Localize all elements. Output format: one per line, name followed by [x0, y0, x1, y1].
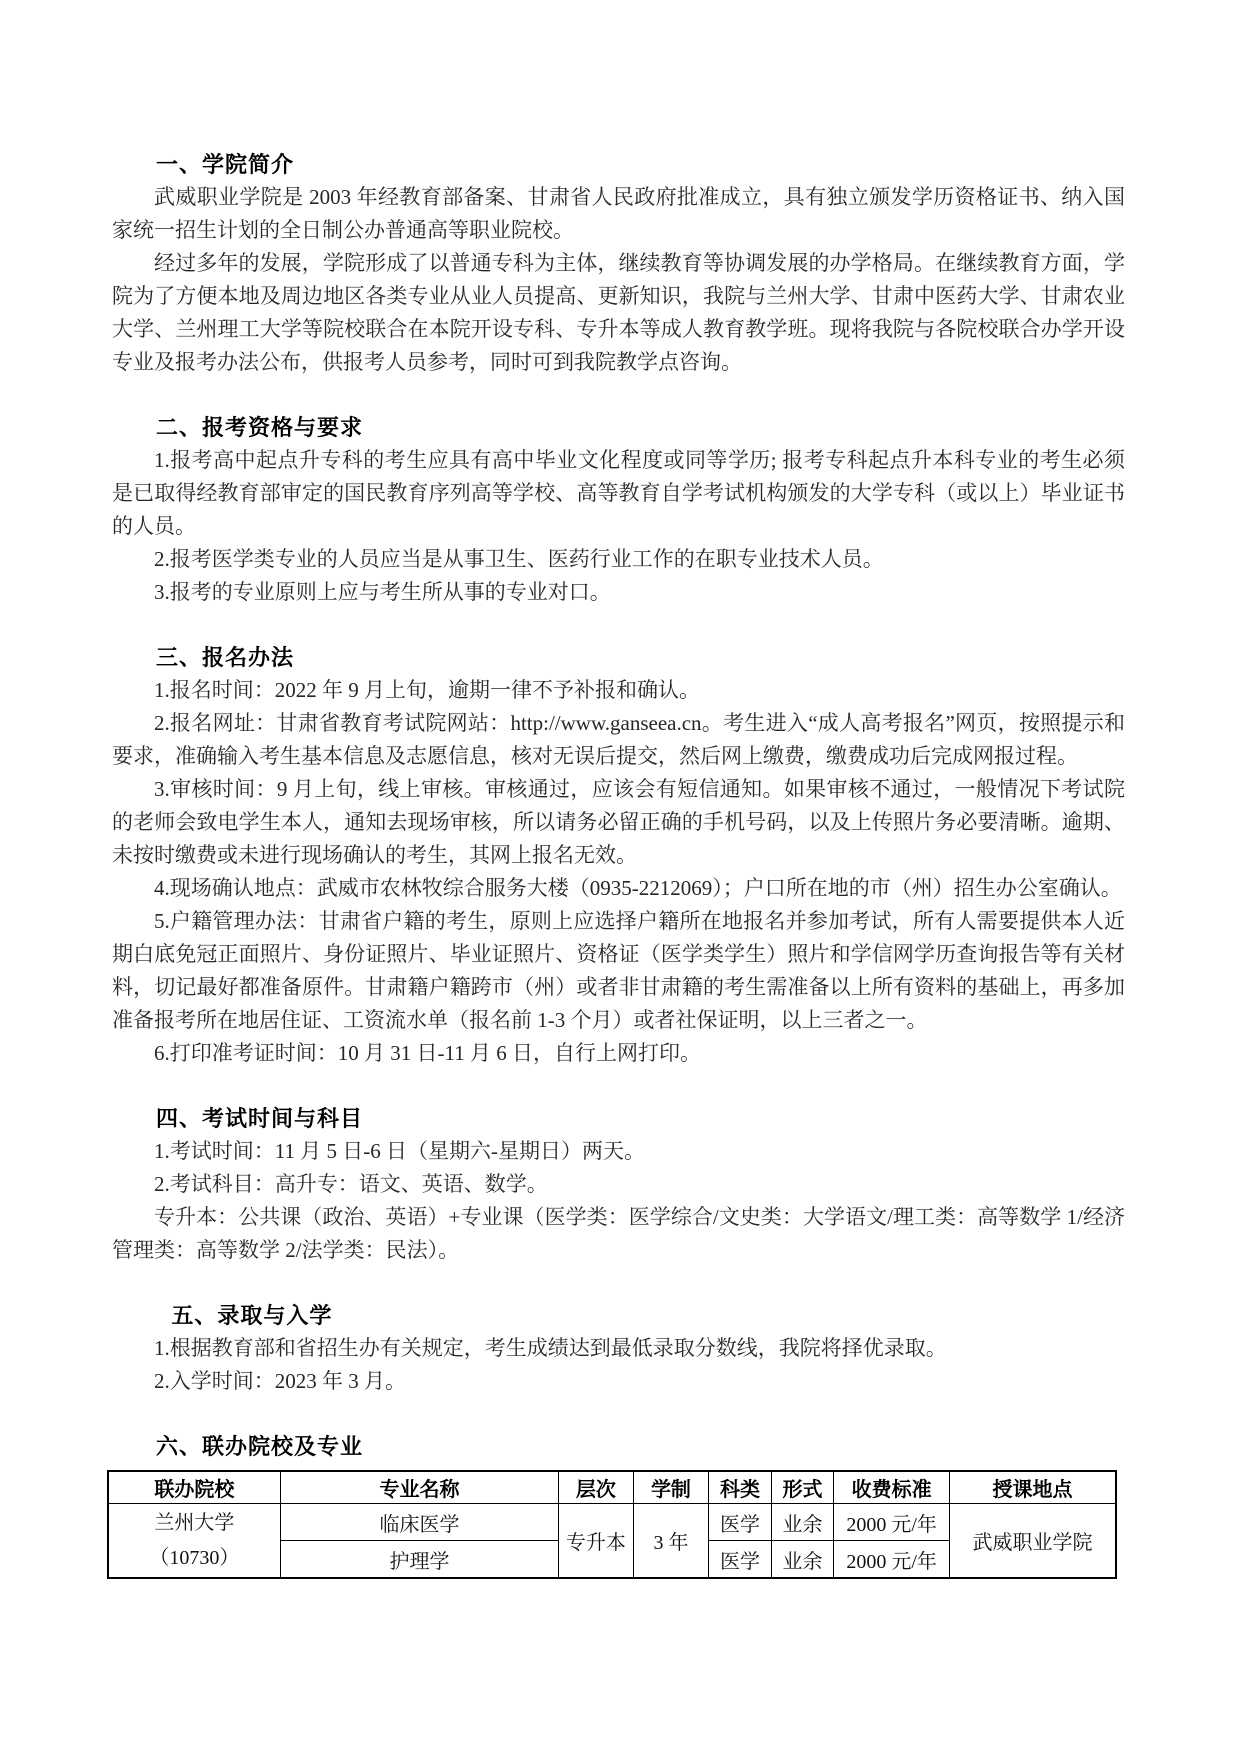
- paragraph: 2.考试科目：高升专：语文、英语、数学。: [154, 1172, 548, 1196]
- table-header-cell: 学制: [633, 1471, 709, 1504]
- paragraph: 经过多年的发展，学院形成了以普通专科为主体，继续教育等协调发展的办学格局。在继续教育方面，学院为了方便本地及周边地区各类专业从业人员提高、更新知识，我院与兰州大学、甘肃中医药大学、甘肃农业大学、兰州理工大学等院校联合在本院开设专科、专升本等成人教育教学班。现将我院与各院校联合办学开设专业及报考办法公布，供报考人员参考，同时可到我院教学点咨询。: [112, 251, 1125, 374]
- table-cell-major: 临床医学: [280, 1504, 558, 1541]
- paragraph: 1.报名时间：2022 年 9 月上旬，逾期一律不予补报和确认。: [154, 678, 700, 702]
- paragraph: 1.报考高中起点升专科的考生应具有高中毕业文化程度或同等学历; 报考专科起点升本科专业的考生必须是已取得经教育部审定的国民教育序列高等学校、高等教育自学考试机构颁发的大学专科（或以上）毕业证书的人员。: [112, 448, 1125, 538]
- table-header-cell: 专业名称: [280, 1471, 558, 1504]
- school-code: （10730）: [149, 1546, 240, 1569]
- section-heading-intro: 一、学院简介: [156, 152, 295, 177]
- paragraph: 2.报考医学类专业的人员应当是从事卫生、医药行业工作的在职专业技术人员。: [154, 547, 884, 571]
- table-cell-form: 业余: [771, 1504, 833, 1541]
- table-cell-category: 医学: [709, 1504, 771, 1541]
- table-header-cell: 授课地点: [950, 1471, 1116, 1504]
- table-header-cell: 收费标准: [834, 1471, 950, 1504]
- paragraph: 2.报名网址：甘肃省教育考试院网站：http://www.ganseea.cn。考生进入“成人高考报名”网页，按照提示和要求，准确输入考生基本信息及志愿信息，核对无误后提交，然后网上缴费，缴费成功后完成网报过程。: [112, 711, 1125, 768]
- paragraph: 3.审核时间：9 月上旬，线上审核。审核通过，应该会有短信通知。如果审核不通过，一般情况下考试院的老师会致电学生本人，通知去现场审核，所以请务必留正确的手机号码，以及上传照片务必要清晰。逾期、未按时缴费或未进行现场确认的考生，其网上报名无效。: [112, 777, 1125, 867]
- table-cell-major: 护理学: [280, 1541, 558, 1579]
- paragraph: 1.根据教育部和省招生办有关规定，考生成绩达到最低录取分数线，我院将择优录取。: [154, 1336, 947, 1360]
- table-cell-fee: 2000 元/年: [834, 1504, 950, 1541]
- table-cell-form: 业余: [771, 1541, 833, 1579]
- table-cell-level: 专升本: [559, 1504, 634, 1579]
- school-name: 兰州大学: [154, 1511, 235, 1534]
- paragraph: 5.户籍管理办法：甘肃省户籍的考生，原则上应选择户籍所在地报名并参加考试，所有人需要提供本人近期白底免冠正面照片、身份证照片、毕业证照片、资格证（医学类学生）照片和学信网学历查询报告等有关材料，切记最好都准备原件。甘肃籍户籍跨市（州）或者非甘肃籍的考生需准备以上所有资料的基础上，再多加准备报考所在地居住证、工资流水单（报名前 1-3 个月）或者社保证明，以上三者之一。: [112, 909, 1125, 1032]
- table-cell-fee: 2000 元/年: [834, 1541, 950, 1579]
- paragraph: 专升本：公共课（政治、英语）+专业课（医学类：医学综合/文史类：大学语文/理工类：高等数学 1/经济管理类：高等数学 2/法学类：民法）。: [112, 1205, 1125, 1262]
- paragraph: 4.现场确认地点：武威市农林牧综合服务大楼（0935-2212069）；户口所在地的市（州）招生办公室确认。: [154, 876, 1122, 900]
- section-heading-partner-schools: 六、联办院校及专业: [156, 1434, 364, 1459]
- table-cell-duration: 3 年: [633, 1504, 709, 1579]
- table-header-cell: 形式: [771, 1471, 833, 1504]
- section-heading-qualifications: 二、报考资格与要求: [156, 415, 364, 440]
- table-header-cell: 层次: [559, 1471, 634, 1504]
- table-header-cell: 联办院校: [108, 1471, 280, 1504]
- section-heading-admission: 五、录取与入学: [171, 1303, 333, 1328]
- table-header-cell: 科类: [709, 1471, 771, 1504]
- partner-programs-table: [107, 1470, 1117, 1579]
- table-cell-location: 武威职业学院: [950, 1504, 1116, 1579]
- paragraph: 武威职业学院是 2003 年经教育部备案、甘肃省人民政府批准成立，具有独立颁发学历资格证书、纳入国家统一招生计划的全日制公办普通高等职业院校。: [112, 185, 1125, 242]
- document-body: [112, 148, 1125, 1579]
- paragraph: 1.考试时间：11 月 5 日-6 日（星期六-星期日）两天。: [154, 1139, 645, 1163]
- table-row: [108, 1504, 1116, 1541]
- paragraph: 3.报考的专业原则上应与考生所从事的专业对口。: [154, 580, 611, 604]
- table-header-row: [108, 1471, 1116, 1504]
- paragraph: 2.入学时间：2023 年 3 月。: [154, 1369, 406, 1393]
- section-heading-exam: 四、考试时间与科目: [156, 1106, 364, 1131]
- paragraph: 6.打印准考证时间：10 月 31 日-11 月 6 日，自行上网打印。: [154, 1041, 701, 1065]
- table-cell-school: [108, 1504, 280, 1579]
- section-heading-registration: 三、报名办法: [156, 645, 295, 670]
- table-cell-category: 医学: [709, 1541, 771, 1579]
